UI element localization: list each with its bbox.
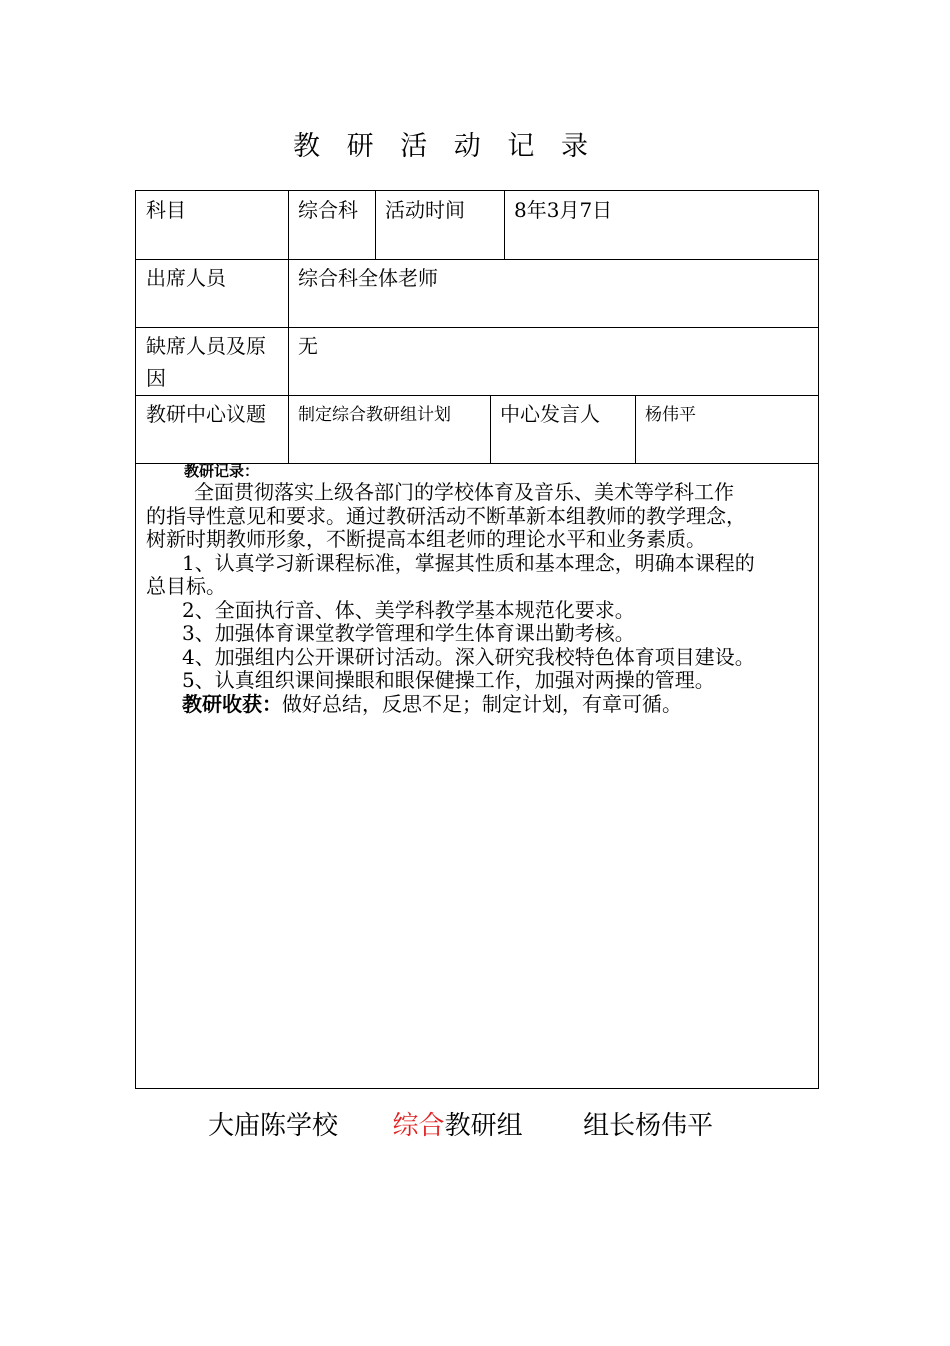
record-intro-line: 的指导性意见和要求。通过教研活动不断革新本组教师的教学理念， [146,503,746,528]
record-item-3: 3、加强体育课堂教学管理和学生体育课出勤考核。 [182,621,635,645]
absent-label-line1: 缺席人员及原 [146,334,266,358]
record-item-1: 1、认真学习新课程标准，掌握其性质和基本理念，明确本课程的 [182,550,755,575]
absent-label-line2: 因 [146,366,166,390]
row-divider [136,327,818,328]
absent-label [146,330,266,394]
column-divider [288,191,289,463]
signature-footer [208,1108,713,1144]
subject-value: 综合科 [298,198,358,222]
record-body [146,461,814,716]
school-name: 大庙陈学校 [208,1111,339,1141]
absent-value: 无 [298,334,318,358]
record-item-1-cont: 总目标。 [146,574,226,598]
topic-label: 教研中心议题 [146,402,266,426]
row-divider [136,259,818,260]
record-item-2: 2、全面执行音、体、美学科教学基本规范化要求。 [182,597,635,622]
record-heading: 教研记录： [184,462,260,480]
harvest-label: 教研收获： [182,691,282,716]
column-divider [504,191,505,259]
time-label: 活动时间 [385,198,465,222]
column-divider [490,395,491,463]
speaker-label: 中心发言人 [500,402,600,426]
row-divider [136,395,818,396]
record-intro-line: 树新时期教师形象，不断提高本组老师的理论水平和业务素质。 [146,527,706,551]
attendees-value: 综合科全体老师 [298,266,438,290]
column-divider [635,395,636,463]
record-table [135,190,819,1089]
speaker-value: 杨伟平 [645,405,696,425]
attendees-label: 出席人员 [146,266,226,290]
group-name: 教研组 [444,1111,523,1141]
harvest-text: 做好总结，反思不足；制定计划，有章可循。 [282,691,682,716]
record-harvest [146,693,814,717]
group-leader: 组长杨伟平 [583,1111,714,1141]
subject-label: 科目 [146,198,186,222]
page-title: 教 研 活 动 记 录 [293,131,597,162]
record-item-5: 5、认真组织课间操眼和眼保健操工作，加强对两操的管理。 [182,668,715,692]
time-value: 8年3月7日 [514,198,613,222]
record-intro-line: 全面贯彻落实上级各部门的学校体育及音乐、美术等学科工作 [194,480,734,504]
group-name-highlight: 综合 [392,1111,445,1141]
record-item-4: 4、加强组内公开课研讨活动。深入研究我校特色体育项目建设。 [182,644,755,669]
topic-value: 制定综合教研组计划 [298,405,451,425]
column-divider [375,191,376,259]
